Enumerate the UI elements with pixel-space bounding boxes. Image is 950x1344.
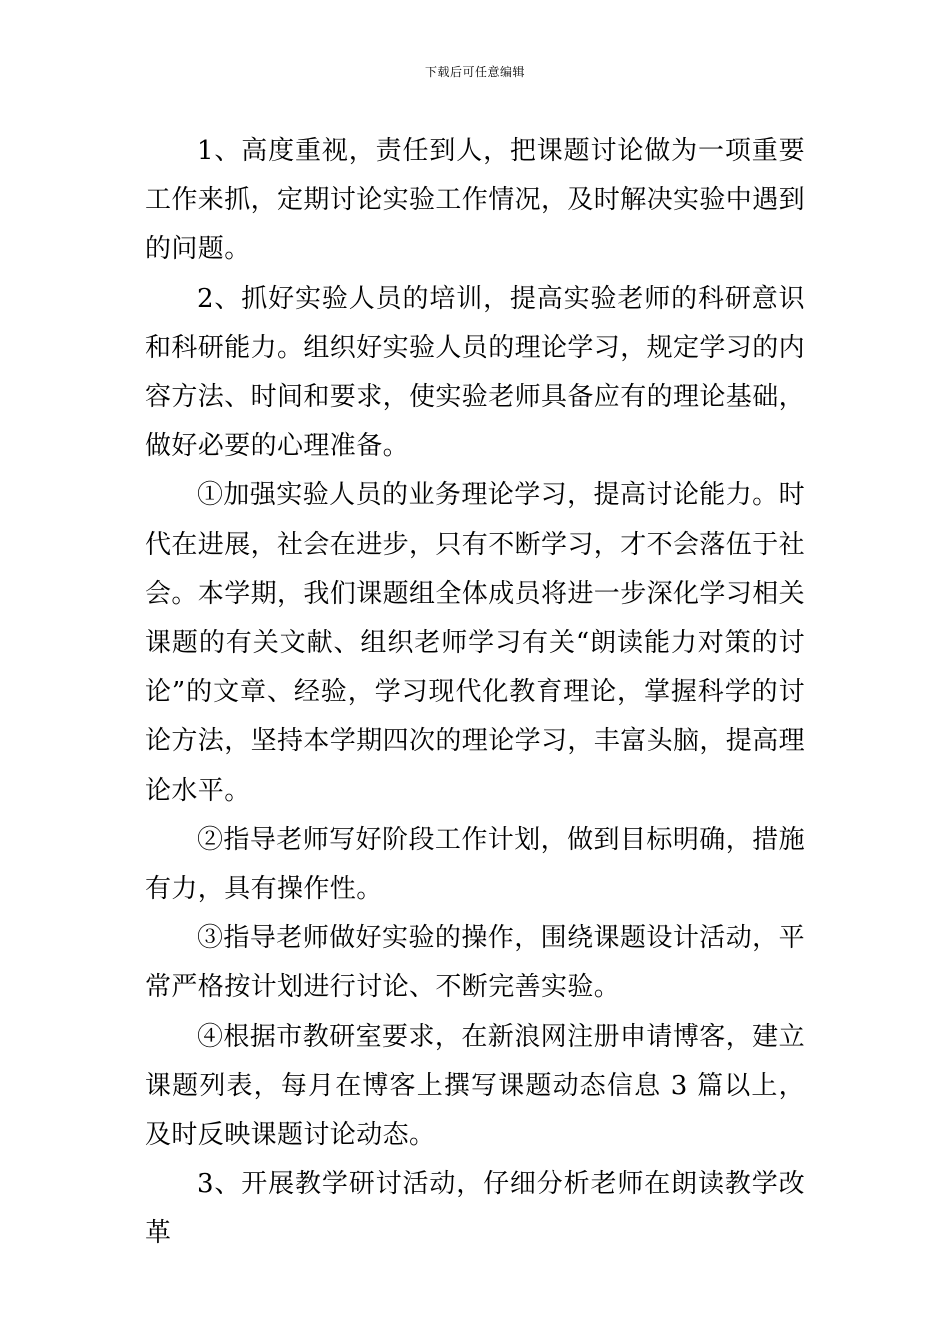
paragraph-1: 1、高度重视，责任到人，把课题讨论做为一项重要工作来抓，定期讨论实验工作情况，及时解决实验中遇到的问题。: [145, 136, 806, 265]
paragraph-7: 3、开展教学研讨活动，仔细分析老师在朗读教学改革: [145, 1169, 805, 1249]
document-body: [145, 127, 805, 1259]
paragraph-6: ④根据市教研室要求，在新浪网注册申请博客，建立课题列表，每月在博客上撰写课题动态信息 3 篇以上，及时反映课题讨论动态。: [145, 1021, 805, 1151]
paragraph-2: 2、抓好实验人员的培训，提高实验老师的科研意识和科研能力。组织好实验人员的理论学习，规定学习的内容方法、时间和要求，使实验老师具备应有的理论基础，做好必要的心理准备。: [145, 283, 806, 462]
paragraph-3: ①加强实验人员的业务理论学习，提高讨论能力。时代在进展，社会在进步，只有不断学习，才不会落伍于社会。本学期，我们课题组全体成员将进一步深化学习相关课题的有关文献、组织老师学习有关“朗读能力对策的讨论”的文章、经验，学习现代化教育理论，掌握科学的讨论方法，坚持本学期四次的理论学习，丰富头脑，提高理论水平。: [145, 480, 806, 806]
page-header: 下载后可任意编辑: [424, 65, 525, 79]
paragraph-5: ③指导老师做好实验的操作，围绕课题设计活动，平常严格按计划进行讨论、不断完善实验。: [145, 923, 805, 1003]
paragraph-4: ②指导老师写好阶段工作计划，做到目标明确，措施有力，具有操作性。: [145, 824, 805, 905]
